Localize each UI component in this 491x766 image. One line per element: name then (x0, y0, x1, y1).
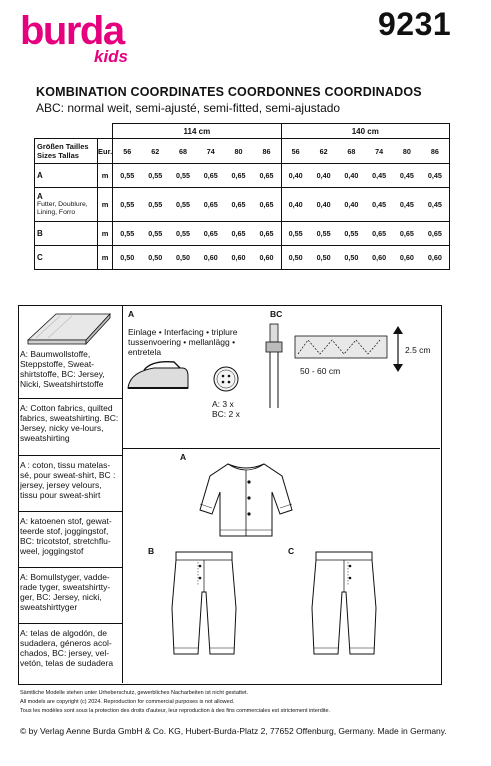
yardage-cell: 0,45 (421, 164, 450, 188)
footer-line-en: All models are copyright (c) 2024. Reproduction for commercial purposes is not allowed. (20, 699, 235, 705)
row-label: C (35, 246, 98, 270)
yardage-cell: 0,55 (281, 222, 310, 246)
yardage-cell: 0,50 (113, 246, 142, 270)
pattern-number: 9231 (378, 6, 452, 42)
band-width-label: 50 - 60 cm (300, 366, 341, 376)
burda-kids-logo (20, 6, 132, 64)
unit-header: Eur. (98, 139, 113, 164)
twin-needle-icon (262, 322, 286, 417)
iron-icon (124, 358, 194, 399)
yardage-cell: 0,50 (169, 246, 197, 270)
yardage-cell: 0,65 (252, 188, 281, 222)
yardage-cell: 0,50 (141, 246, 169, 270)
jacket-sketch (196, 458, 296, 545)
yardage-cell: 0,50 (338, 246, 366, 270)
size-cell: 80 (225, 139, 253, 164)
svg-text:kids: kids (94, 47, 129, 66)
fabric-text-sv: A: Bomullstyger, vadde-rade tyger, sweatshirtty-ger, BC: Jersey, nicki, sweatshirttyger (20, 572, 111, 612)
fabric-text-nl: A: katoenen stof, gewat-teerde stof, joggingstof, BC: tricotstof, stretchflu-weel, joggingstof (20, 516, 112, 556)
elastic-band-icon (294, 334, 390, 367)
yardage-cell: 0,55 (338, 222, 366, 246)
yardage-cell: 0,50 (310, 246, 338, 270)
size-cell: 68 (169, 139, 197, 164)
divider (18, 567, 123, 568)
yardage-table (34, 123, 450, 270)
yardage-cell: 0,55 (113, 188, 142, 222)
yardage-cell: 0,40 (310, 188, 338, 222)
yardage-cell: 0,55 (141, 164, 169, 188)
yardage-cell: 0,45 (393, 164, 421, 188)
sizes-label: Größen Tailles Sizes Tallas (35, 139, 98, 164)
footer-line-de: Sämtliche Modelle stehen unter Urheberschutz, gewerbliches Nacharbeiten ist nicht gestattet. (20, 690, 249, 696)
divider (18, 511, 123, 512)
band-height-label: 2.5 cm (405, 345, 431, 355)
fabric-swatch-icon (26, 310, 116, 351)
yardage-cell: 0,65 (421, 222, 450, 246)
yardage-cell: 0,65 (225, 188, 253, 222)
yardage-cell: 0,60 (421, 246, 450, 270)
yardage-cell: 0,65 (225, 222, 253, 246)
row-label: B (35, 222, 98, 246)
size-cell: 80 (393, 139, 421, 164)
svg-text:burda: burda (20, 9, 124, 53)
view-label-c: C (288, 546, 295, 556)
divider (122, 448, 440, 449)
yardage-cell: 0,60 (365, 246, 393, 270)
yardage-cell: 0,55 (113, 164, 142, 188)
yardage-cell: 0,60 (225, 246, 253, 270)
yardage-cell: 0,55 (310, 222, 338, 246)
yardage-cell: 0,55 (169, 164, 197, 188)
band-height-arrow-icon (393, 326, 403, 377)
yardage-cell: 0,65 (225, 164, 253, 188)
yardage-cell: 0,55 (141, 188, 169, 222)
button-icon (212, 365, 240, 398)
fit-description: ABC: normal weit, semi-ajusté, semi-fitted, semi-ajustado (36, 101, 341, 115)
yardage-cell: 0,40 (338, 188, 366, 222)
yardage-cell: 0,60 (197, 246, 225, 270)
table-row (35, 246, 450, 270)
fabric-width-114: 114 cm (113, 124, 281, 139)
yardage-cell: 0,45 (393, 188, 421, 222)
pants-c-sketch (308, 548, 380, 665)
divider (18, 623, 123, 624)
notions-label-bc: BC (270, 309, 283, 319)
yardage-cell: 0,65 (197, 188, 225, 222)
garment-title: KOMBINATION COORDINATES COORDONNES COORDINADOS (36, 85, 422, 99)
table-row (35, 188, 450, 222)
yardage-cell: 0,45 (421, 188, 450, 222)
fabric-width-140: 140 cm (281, 124, 449, 139)
yardage-cell: 0,40 (338, 164, 366, 188)
buttons-count: A: 3 x BC: 2 x (212, 399, 240, 419)
size-cell: 56 (281, 139, 310, 164)
yardage-cell: 0,60 (393, 246, 421, 270)
yardage-cell: 0,65 (252, 164, 281, 188)
fabric-text-fr: A : coton, tissu matelas-sé, pour sweat-shirt, BC : jersey, jersey velours, tissu pour sweat-shirt (20, 460, 116, 500)
size-cell: 62 (310, 139, 338, 164)
table-row (35, 222, 450, 246)
yardage-cell: 0,65 (365, 222, 393, 246)
unit-cell: m (98, 164, 113, 188)
view-label-b: B (148, 546, 155, 556)
yardage-cell: 0,40 (281, 188, 310, 222)
row-label: A Futter, Doublure, Lining, Forro (35, 188, 98, 222)
yardage-cell: 0,45 (365, 188, 393, 222)
fabric-text-en: A: Cotton fabrics, quilted fabrics, sweatshirting. BC: Jersey, nicky ve-lours, sweatshirting (20, 403, 119, 443)
notions-label-a: A (128, 309, 135, 319)
fabric-text-es: A: telas de algodón, de sudadera, géneros acol-chados, BC: jersey, vel-vetón, telas de sudadera (20, 628, 114, 668)
fabric-text-de: A: Baumwollstoffe, Steppstoffe, Sweat-shirtstoffe, BC: Jersey, Nicki, Sweatshirtstoffe (20, 349, 105, 389)
unit-cell: m (98, 222, 113, 246)
divider (18, 398, 123, 399)
yardage-cell: 0,40 (281, 164, 310, 188)
yardage-cell: 0,60 (252, 246, 281, 270)
size-cell: 74 (197, 139, 225, 164)
interfacing-text: Einlage • Interfacing • triplure tussenvoering • mellanlägg • entretela (128, 327, 238, 357)
size-cell: 68 (338, 139, 366, 164)
yardage-cell: 0,55 (113, 222, 142, 246)
pants-b-sketch (168, 548, 240, 665)
yardage-cell: 0,65 (393, 222, 421, 246)
yardage-cell: 0,55 (141, 222, 169, 246)
yardage-cell: 0,65 (252, 222, 281, 246)
view-label-a: A (180, 452, 187, 462)
size-cell: 62 (141, 139, 169, 164)
size-cell: 74 (365, 139, 393, 164)
row-label: A (35, 164, 98, 188)
size-cell: 86 (421, 139, 450, 164)
yardage-cell: 0,40 (310, 164, 338, 188)
yardage-cell: 0,65 (197, 164, 225, 188)
yardage-cell: 0,55 (169, 188, 197, 222)
yardage-cell: 0,45 (365, 164, 393, 188)
yardage-cell: 0,65 (197, 222, 225, 246)
size-cell: 86 (252, 139, 281, 164)
unit-cell: m (98, 246, 113, 270)
table-row (35, 164, 450, 188)
divider (18, 455, 123, 456)
yardage-cell: 0,50 (281, 246, 310, 270)
unit-cell: m (98, 188, 113, 222)
copyright: © by Verlag Aenne Burda GmbH & Co. KG, Hubert-Burda-Platz 2, 77652 Offenburg, Germany. Made in Germany. (20, 726, 447, 736)
size-cell: 56 (113, 139, 142, 164)
footer-line-fr: Tous les modèles sont sous la protection des droits d'auteur, leur reproduction à des fins commerciales est strictement interdite. (20, 708, 331, 714)
yardage-cell: 0,55 (169, 222, 197, 246)
